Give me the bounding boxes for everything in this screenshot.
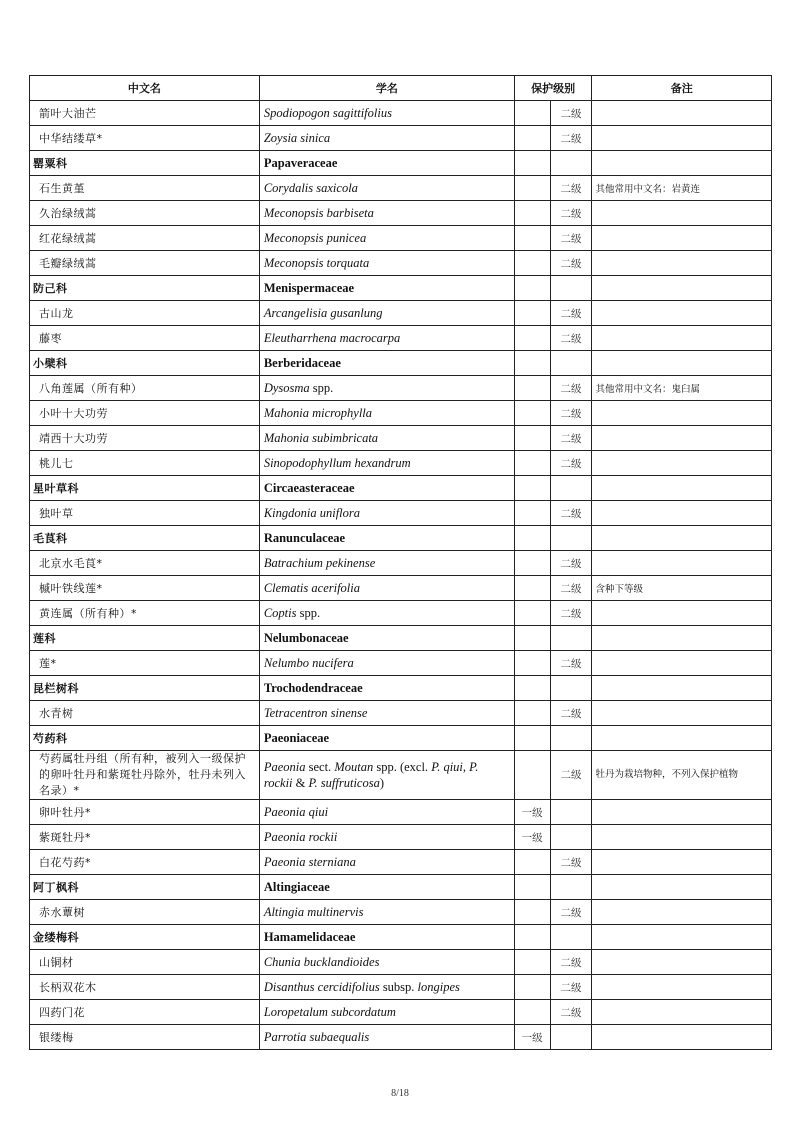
species-row — [30, 326, 772, 351]
scientific-name-cell — [259, 875, 514, 900]
scientific-name-cell — [259, 751, 514, 800]
species-row — [30, 1000, 772, 1025]
scientific-name-cell — [259, 401, 514, 426]
level-one-cell — [514, 701, 550, 726]
note-cell — [592, 701, 772, 726]
family-row — [30, 925, 772, 950]
level-two-cell: 二级 — [550, 900, 592, 925]
scientific-name-part: Nelumbo nucifera — [263, 655, 354, 670]
level-two-cell — [550, 825, 592, 850]
family-row — [30, 151, 772, 176]
note-cell — [592, 251, 772, 276]
chinese-name-cell: 藤枣 — [30, 326, 260, 351]
scientific-name-cell — [259, 950, 514, 975]
species-row — [30, 101, 772, 126]
species-row — [30, 950, 772, 975]
level-one-cell — [514, 301, 550, 326]
level-one-cell — [514, 451, 550, 476]
level-two-cell — [550, 151, 592, 176]
chinese-name-cell: 莲科 — [30, 626, 260, 651]
scientific-name-part: Tetracentron sinense — [263, 705, 368, 720]
level-two-cell: 二级 — [550, 101, 592, 126]
level-one-cell — [514, 326, 550, 351]
note-cell — [592, 676, 772, 701]
scientific-name-cell — [259, 176, 514, 201]
chinese-name-cell: 红花绿绒蒿 — [30, 226, 260, 251]
scientific-name-part: P. qiui — [431, 760, 463, 774]
chinese-name-cell: 防己科 — [30, 276, 260, 301]
scientific-name-cell — [259, 126, 514, 151]
level-two-cell: 二级 — [550, 376, 592, 401]
species-row — [30, 651, 772, 676]
note-cell — [592, 226, 772, 251]
scientific-name-cell — [259, 1025, 514, 1050]
level-one-cell — [514, 126, 550, 151]
note-cell — [592, 526, 772, 551]
scientific-name-cell — [259, 201, 514, 226]
scientific-name-cell — [259, 701, 514, 726]
level-one-cell — [514, 950, 550, 975]
chinese-name-cell: 罂粟科 — [30, 151, 260, 176]
scientific-name-part: P. rockii — [263, 760, 479, 790]
scientific-name-cell — [259, 651, 514, 676]
chinese-name-cell: 毛茛科 — [30, 526, 260, 551]
family-row — [30, 875, 772, 900]
scientific-name-part: Altingiaceae — [263, 879, 330, 894]
family-row — [30, 276, 772, 301]
level-two-cell: 二级 — [550, 176, 592, 201]
scientific-name-cell — [259, 676, 514, 701]
scientific-name-part: Mahonia subimbricata — [263, 430, 379, 445]
level-one-cell — [514, 351, 550, 376]
chinese-name-cell: 黄连属（所有种）* — [30, 601, 260, 626]
level-two-cell — [550, 276, 592, 301]
chinese-name-cell: 八角莲属（所有种） — [30, 376, 260, 401]
scientific-name-part: Ranunculaceae — [263, 530, 346, 545]
scientific-name-part: Dysosma — [263, 380, 310, 395]
note-cell — [592, 301, 772, 326]
scientific-name-part: spp. — [296, 605, 321, 620]
chinese-name-cell: 古山龙 — [30, 301, 260, 326]
scientific-name-cell — [259, 900, 514, 925]
scientific-name-part: Nelumbonaceae — [263, 630, 349, 645]
level-one-cell — [514, 576, 550, 601]
level-one-cell — [514, 376, 550, 401]
chinese-name-cell: 长柄双花木 — [30, 975, 260, 1000]
level-two-cell — [550, 626, 592, 651]
scientific-name-cell — [259, 301, 514, 326]
scientific-name-part: Moutan — [334, 760, 374, 774]
level-two-cell: 二级 — [550, 401, 592, 426]
note-cell — [592, 950, 772, 975]
note-cell — [592, 126, 772, 151]
species-row — [30, 551, 772, 576]
species-row — [30, 1025, 772, 1050]
species-row — [30, 201, 772, 226]
species-row — [30, 975, 772, 1000]
scientific-name-part: Hamamelidaceae — [263, 929, 356, 944]
note-cell — [592, 326, 772, 351]
level-one-cell — [514, 276, 550, 301]
header-notes: 备注 — [592, 76, 772, 101]
scientific-name-cell — [259, 576, 514, 601]
chinese-name-cell: 紫斑牡丹* — [30, 825, 260, 850]
level-two-cell: 二级 — [550, 451, 592, 476]
note-cell — [592, 651, 772, 676]
scientific-name-part: Paeonia sterniana — [263, 854, 356, 869]
scientific-name-part: subsp. — [379, 979, 418, 994]
scientific-name-cell — [259, 276, 514, 301]
scientific-name-cell — [259, 426, 514, 451]
scientific-name-part: Meconopsis torquata — [263, 255, 370, 270]
species-row — [30, 900, 772, 925]
scientific-name-part: Berberidaceae — [263, 355, 341, 370]
species-row — [30, 251, 772, 276]
scientific-name-cell — [259, 551, 514, 576]
scientific-name-part: Coptis — [263, 605, 297, 620]
family-row — [30, 676, 772, 701]
level-two-cell: 二级 — [550, 551, 592, 576]
table-header-row — [30, 76, 772, 101]
level-one-cell — [514, 676, 550, 701]
scientific-name-part: Disanthus cercidifolius — [263, 979, 380, 994]
note-cell: 其他常用中文名：岩黄连 — [592, 176, 772, 201]
chinese-name-cell: 中华结缕草* — [30, 126, 260, 151]
species-row — [30, 751, 772, 800]
scientific-name-part: Kingdonia uniflora — [263, 505, 361, 520]
scientific-name-part: Zoysia sinica — [263, 130, 331, 145]
species-row — [30, 301, 772, 326]
level-two-cell: 二级 — [550, 850, 592, 875]
scientific-name-cell — [259, 526, 514, 551]
scientific-name-part: & — [292, 776, 309, 790]
level-one-cell — [514, 251, 550, 276]
note-cell — [592, 850, 772, 875]
scientific-name-cell — [259, 351, 514, 376]
scientific-name-cell — [259, 376, 514, 401]
note-cell: 其他常用中文名：鬼臼属 — [592, 376, 772, 401]
chinese-name-cell: 毛瓣绿绒蒿 — [30, 251, 260, 276]
level-one-cell — [514, 551, 550, 576]
level-one-cell: 一级 — [514, 800, 550, 825]
scientific-name-part: , — [462, 760, 470, 774]
scientific-name-part: Menispermaceae — [263, 280, 355, 295]
scientific-name-cell — [259, 850, 514, 875]
scientific-name-part: Corydalis saxicola — [263, 180, 358, 195]
chinese-name-cell: 四药门花 — [30, 1000, 260, 1025]
chinese-name-cell: 箭叶大油芒 — [30, 101, 260, 126]
note-cell — [592, 551, 772, 576]
scientific-name-part: Altingia multinervis — [263, 904, 364, 919]
level-one-cell — [514, 651, 550, 676]
scientific-name-part: Meconopsis barbiseta — [263, 205, 374, 220]
scientific-name-part: Paeoniaceae — [263, 730, 330, 745]
table-body — [30, 101, 772, 1050]
note-cell — [592, 626, 772, 651]
level-two-cell: 二级 — [550, 1000, 592, 1025]
species-row — [30, 576, 772, 601]
level-two-cell — [550, 351, 592, 376]
chinese-name-cell: 石生黄堇 — [30, 176, 260, 201]
family-row — [30, 626, 772, 651]
scientific-name-part: Meconopsis punicea — [263, 230, 367, 245]
species-row — [30, 800, 772, 825]
scientific-name-part: Paeonia qiui — [263, 804, 329, 819]
header-scientific-name: 学名 — [259, 76, 514, 101]
chinese-name-cell: 北京水毛茛* — [30, 551, 260, 576]
scientific-name-part: Trochodendraceae — [263, 680, 363, 695]
scientific-name-part: Circaeasteraceae — [263, 480, 355, 495]
level-one-cell — [514, 875, 550, 900]
species-row — [30, 701, 772, 726]
species-row — [30, 850, 772, 875]
note-cell — [592, 975, 772, 1000]
note-cell — [592, 900, 772, 925]
species-row — [30, 401, 772, 426]
level-two-cell — [550, 925, 592, 950]
level-two-cell — [550, 676, 592, 701]
level-one-cell: 一级 — [514, 825, 550, 850]
chinese-name-cell: 水青树 — [30, 701, 260, 726]
species-row — [30, 376, 772, 401]
scientific-name-cell — [259, 151, 514, 176]
chinese-name-cell: 芍药属牡丹组（所有种，被列入一级保护的卵叶牡丹和紫斑牡丹除外，牡丹未列入名录）* — [30, 751, 260, 800]
chinese-name-cell: 昆栏树科 — [30, 676, 260, 701]
level-one-cell — [514, 900, 550, 925]
scientific-name-part: Clematis acerifolia — [263, 580, 361, 595]
chinese-name-cell: 山铜材 — [30, 950, 260, 975]
page-number: 8/18 — [391, 1088, 409, 1099]
scientific-name-part: Batrachium pekinense — [263, 555, 376, 570]
level-two-cell: 二级 — [550, 301, 592, 326]
chinese-name-cell: 阿丁枫科 — [30, 875, 260, 900]
note-cell: 含种下等级 — [592, 576, 772, 601]
level-one-cell — [514, 751, 550, 800]
level-one-cell — [514, 726, 550, 751]
level-two-cell — [550, 1025, 592, 1050]
family-row — [30, 526, 772, 551]
header-chinese-name: 中文名 — [30, 76, 260, 101]
level-two-cell: 二级 — [550, 576, 592, 601]
level-two-cell: 二级 — [550, 975, 592, 1000]
scientific-name-cell — [259, 601, 514, 626]
scientific-name-cell — [259, 251, 514, 276]
species-row — [30, 226, 772, 251]
level-one-cell — [514, 501, 550, 526]
species-row — [30, 451, 772, 476]
chinese-name-cell: 小叶十大功劳 — [30, 401, 260, 426]
scientific-name-part: Loropetalum subcordatum — [263, 1004, 396, 1019]
level-two-cell: 二级 — [550, 326, 592, 351]
chinese-name-cell: 莲* — [30, 651, 260, 676]
note-cell — [592, 1025, 772, 1050]
level-one-cell — [514, 850, 550, 875]
level-one-cell — [514, 151, 550, 176]
note-cell — [592, 276, 772, 301]
note-cell — [592, 726, 772, 751]
level-two-cell: 二级 — [550, 126, 592, 151]
chinese-name-cell: 金缕梅科 — [30, 925, 260, 950]
scientific-name-part: P. suffruticosa — [308, 776, 380, 790]
species-row — [30, 501, 772, 526]
scientific-name-cell — [259, 101, 514, 126]
scientific-name-cell — [259, 800, 514, 825]
note-cell — [592, 501, 772, 526]
note-cell — [592, 601, 772, 626]
level-two-cell: 二级 — [550, 751, 592, 800]
note-cell — [592, 476, 772, 501]
chinese-name-cell: 独叶草 — [30, 501, 260, 526]
level-two-cell — [550, 726, 592, 751]
scientific-name-part: Eleutharrhena macrocarpa — [263, 330, 401, 345]
family-row — [30, 476, 772, 501]
level-two-cell: 二级 — [550, 201, 592, 226]
chinese-name-cell: 靖西十大功劳 — [30, 426, 260, 451]
scientific-name-cell — [259, 1000, 514, 1025]
scientific-name-part: Paeonia — [263, 760, 306, 774]
scientific-name-cell — [259, 726, 514, 751]
level-one-cell — [514, 201, 550, 226]
note-cell — [592, 201, 772, 226]
scientific-name-part: longipes — [417, 979, 460, 994]
species-row — [30, 176, 772, 201]
level-one-cell — [514, 226, 550, 251]
level-one-cell — [514, 101, 550, 126]
scientific-name-part: ) — [379, 776, 384, 790]
scientific-name-part: spp. — [309, 380, 334, 395]
level-one-cell — [514, 601, 550, 626]
header-protection-level: 保护级别 — [514, 76, 592, 101]
chinese-name-cell: 小檗科 — [30, 351, 260, 376]
level-two-cell — [550, 875, 592, 900]
chinese-name-cell: 银缕梅 — [30, 1025, 260, 1050]
scientific-name-cell — [259, 476, 514, 501]
note-cell — [592, 875, 772, 900]
scientific-name-cell — [259, 925, 514, 950]
scientific-name-part: Paeonia rockii — [263, 829, 338, 844]
level-two-cell: 二级 — [550, 950, 592, 975]
scientific-name-cell — [259, 226, 514, 251]
note-cell — [592, 825, 772, 850]
scientific-name-cell — [259, 451, 514, 476]
level-one-cell — [514, 401, 550, 426]
level-one-cell — [514, 1000, 550, 1025]
scientific-name-part: Sinopodophyllum hexandrum — [263, 455, 411, 470]
chinese-name-cell: 桃儿七 — [30, 451, 260, 476]
level-one-cell — [514, 426, 550, 451]
note-cell — [592, 351, 772, 376]
level-one-cell: 一级 — [514, 1025, 550, 1050]
species-row — [30, 126, 772, 151]
species-row — [30, 825, 772, 850]
chinese-name-cell: 槭叶铁线莲* — [30, 576, 260, 601]
level-two-cell: 二级 — [550, 601, 592, 626]
note-cell — [592, 925, 772, 950]
note-cell — [592, 1000, 772, 1025]
note-cell — [592, 426, 772, 451]
scientific-name-part: Arcangelisia gusanlung — [263, 305, 383, 320]
chinese-name-cell: 星叶草科 — [30, 476, 260, 501]
level-two-cell: 二级 — [550, 651, 592, 676]
scientific-name-cell — [259, 975, 514, 1000]
chinese-name-cell: 卵叶牡丹* — [30, 800, 260, 825]
level-two-cell: 二级 — [550, 501, 592, 526]
level-two-cell — [550, 476, 592, 501]
species-row — [30, 601, 772, 626]
level-two-cell: 二级 — [550, 701, 592, 726]
scientific-name-cell — [259, 626, 514, 651]
scientific-name-part: Mahonia microphylla — [263, 405, 373, 420]
chinese-name-cell: 白花芍药* — [30, 850, 260, 875]
level-one-cell — [514, 626, 550, 651]
level-two-cell: 二级 — [550, 251, 592, 276]
note-cell — [592, 451, 772, 476]
level-two-cell — [550, 526, 592, 551]
chinese-name-cell: 芍药科 — [30, 726, 260, 751]
chinese-name-cell: 久治绿绒蒿 — [30, 201, 260, 226]
species-table — [29, 75, 772, 1050]
note-cell: 牡丹为栽培物种，不列入保护植物 — [592, 751, 772, 800]
scientific-name-part: Chunia bucklandioides — [263, 954, 380, 969]
scientific-name-part: Papaveraceae — [263, 155, 338, 170]
scientific-name-cell — [259, 501, 514, 526]
species-row — [30, 426, 772, 451]
level-one-cell — [514, 176, 550, 201]
family-row — [30, 726, 772, 751]
chinese-name-cell: 赤水蕈树 — [30, 900, 260, 925]
level-two-cell: 二级 — [550, 226, 592, 251]
level-one-cell — [514, 526, 550, 551]
note-cell — [592, 401, 772, 426]
note-cell — [592, 151, 772, 176]
scientific-name-part: Spodiopogon sagittifolius — [263, 105, 392, 120]
scientific-name-part: Parrotia subaequalis — [263, 1029, 370, 1044]
scientific-name-cell — [259, 326, 514, 351]
scientific-name-cell — [259, 825, 514, 850]
scientific-name-part: sect. — [305, 760, 335, 774]
level-two-cell — [550, 800, 592, 825]
level-two-cell: 二级 — [550, 426, 592, 451]
level-one-cell — [514, 925, 550, 950]
level-one-cell — [514, 975, 550, 1000]
level-one-cell — [514, 476, 550, 501]
note-cell — [592, 101, 772, 126]
family-row — [30, 351, 772, 376]
scientific-name-part: spp. (excl. — [373, 760, 432, 774]
note-cell — [592, 800, 772, 825]
